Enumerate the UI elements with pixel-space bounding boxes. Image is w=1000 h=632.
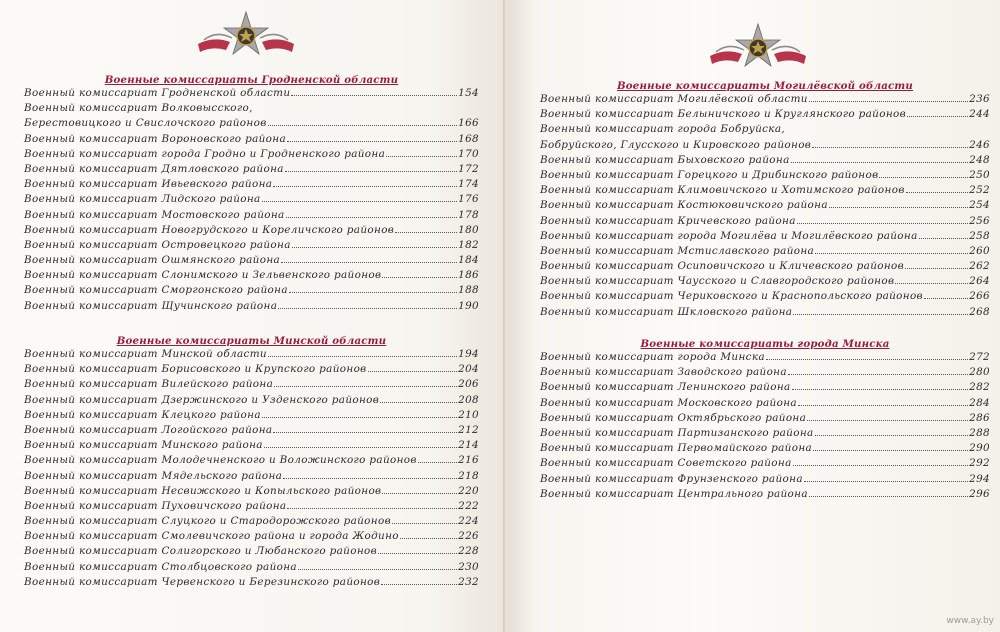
toc-entries: [24, 347, 479, 590]
toc-entries: [24, 86, 479, 314]
dot-leader: [381, 584, 457, 585]
toc-entry-title: Военный комиссариат Мстиславского района: [540, 244, 815, 257]
toc-entry: [24, 347, 479, 362]
toc-entry-page-number: 260: [969, 244, 990, 257]
section-heading: Военные комиссариаты Могилёвской области: [616, 80, 914, 92]
dot-leader: [798, 405, 968, 406]
toc-entry: [540, 198, 990, 213]
toc-entry-page-number: 154: [458, 87, 479, 99]
toc-entry-title: Военный комиссариат Шкловского района: [540, 305, 793, 318]
toc-entry-page-number: 290: [969, 442, 990, 455]
dot-leader: [791, 162, 968, 163]
dot-leader: [809, 496, 968, 497]
toc-entry-page-number: 218: [458, 469, 479, 482]
dot-leader: [418, 462, 457, 463]
toc-entry: [24, 208, 479, 223]
toc-entry-title: Военный комиссариат Пуховичского района: [24, 499, 287, 512]
dot-leader: [395, 232, 457, 233]
toc-entry-page-number: 168: [458, 132, 479, 145]
toc-entry-page-number: 280: [969, 366, 990, 379]
dot-leader: [804, 481, 968, 482]
toc-entry-title: Военный комиссариат Климовичского и Хотимского районов: [540, 184, 905, 197]
toc-entry: [540, 472, 990, 487]
toc-entry-page-number: 216: [458, 454, 479, 467]
toc-entry: [24, 408, 479, 423]
toc-entry: [540, 168, 990, 183]
toc-entry-page-number: 272: [969, 351, 990, 363]
toc-entry-page-number: 262: [969, 260, 990, 273]
toc-entry: [24, 223, 479, 238]
toc-entry-page-number: 188: [458, 284, 479, 297]
toc-entry-page-number: 174: [458, 178, 479, 191]
dot-leader: [807, 420, 968, 421]
toc-entry-page-number: 266: [969, 290, 990, 303]
toc-entry-title: Военный комиссариат Щучинского района: [24, 299, 278, 312]
toc-entry: [540, 107, 990, 122]
toc-entry-page-number: 186: [458, 269, 479, 282]
toc-entry-title: Военный комиссариат города Минска: [540, 351, 765, 363]
toc-entry: [24, 132, 479, 147]
toc-entry: [540, 138, 990, 153]
dot-leader: [815, 435, 969, 436]
toc-entry: [540, 244, 990, 259]
toc-entry-title: Военный комиссариат Несвижского и Копыльского районов: [24, 484, 382, 497]
section-heading: Военные комиссариаты Минской области: [116, 335, 387, 347]
toc-entry-title: Военный комиссариат Столбцовского района: [24, 560, 297, 573]
toc-entry-page-number: 222: [458, 499, 479, 512]
toc-entry-title: Берестовицкого и Свислочского районов: [24, 117, 267, 130]
dot-leader: [382, 277, 457, 278]
dot-leader: [788, 374, 968, 375]
toc-entry-title: Военный комиссариат Волковысского,: [24, 102, 253, 115]
toc-entry: [24, 560, 479, 575]
dot-leader: [262, 201, 458, 202]
dot-leader: [298, 569, 457, 570]
dot-leader: [268, 125, 458, 126]
toc-entry-title: Военный комиссариат Дятловского района: [24, 162, 284, 175]
toc-entry-page-number: 208: [458, 393, 479, 406]
military-star-emblem-icon: [196, 10, 296, 62]
toc-entry: [24, 101, 479, 116]
toc-entry-title: Военный комиссариат Дзержинского и Узденского районов: [24, 393, 380, 406]
dot-leader: [809, 101, 968, 102]
dot-leader: [281, 262, 457, 263]
toc-entry-title: Бобруйского, Глусского и Кировского районов: [540, 138, 812, 151]
toc-entry-title: Военный комиссариат Горецкого и Дрибинского районов: [540, 168, 879, 181]
dot-leader: [283, 478, 457, 479]
toc-entry-title: Военный комиссариат Мядельского района: [24, 469, 283, 482]
toc-entry-title: Военный комиссариат Клецкого района: [24, 408, 261, 421]
toc-entry: [540, 274, 990, 289]
dot-leader: [829, 207, 968, 208]
toc-entry-title: Военный комиссариат Слонимского и Зельвенского районов: [24, 269, 382, 282]
toc-entry: [24, 499, 479, 514]
dot-leader: [262, 417, 457, 418]
toc-entry-page-number: 254: [969, 199, 990, 212]
toc-entry-page-number: 204: [458, 363, 479, 376]
toc-entry-title: Военный комиссариат Партизанского района: [540, 426, 814, 439]
toc-entry-page-number: 224: [458, 515, 479, 528]
toc-entries: [540, 350, 990, 502]
toc-entry: [24, 469, 479, 484]
dot-leader: [793, 314, 968, 315]
dot-leader: [278, 308, 457, 309]
toc-entry-page-number: 264: [969, 275, 990, 288]
toc-entry-page-number: 230: [458, 560, 479, 573]
toc-entry-title: Военный комиссариат Островецкого района: [24, 238, 291, 251]
dot-leader: [793, 465, 968, 466]
toc-entry: [24, 299, 479, 314]
toc-entry-page-number: 194: [458, 348, 479, 360]
toc-entry-page-number: 210: [458, 408, 479, 421]
toc-entry-title: Военный комиссариат Фрунзенского района: [540, 472, 803, 485]
toc-entry: [24, 147, 479, 162]
toc-entry-page-number: 176: [458, 193, 479, 206]
toc-entry: [540, 229, 990, 244]
toc-entry-page-number: 256: [969, 214, 990, 227]
section-heading: Военные комиссариаты Гродненской области: [104, 74, 399, 86]
toc-entry-page-number: 182: [458, 238, 479, 251]
toc-entry-title: Военный комиссариат Минской области: [24, 348, 267, 360]
toc-entry-page-number: 286: [969, 411, 990, 424]
section-heading: Военные комиссариаты города Минска: [640, 338, 890, 350]
toc-entry-title: Военный комиссариат города Гродно и Гродненского района: [24, 147, 386, 160]
dot-leader: [815, 253, 968, 254]
toc-entry-title: Военный комиссариат Лидского района: [24, 193, 261, 206]
dot-leader: [813, 450, 968, 451]
dot-leader: [287, 141, 457, 142]
toc-entry: [24, 377, 479, 392]
toc-entry-title: Военный комиссариат Московского района: [540, 396, 797, 409]
dot-leader: [286, 217, 458, 218]
toc-entry: [540, 456, 990, 471]
toc-entry-title: Военный комиссариат Смолевичского района и города Жодино: [24, 530, 399, 543]
toc-entry-page-number: 206: [458, 378, 479, 391]
toc-entry-page-number: 248: [969, 153, 990, 166]
toc-section-grodno: [24, 74, 479, 314]
dot-leader: [268, 356, 457, 357]
dot-leader: [400, 538, 457, 539]
toc-entry-page-number: 250: [969, 168, 990, 181]
toc-entry-page-number: 170: [458, 147, 479, 160]
dot-leader: [285, 171, 457, 172]
toc-entry-title: Военный комиссариат Молодечненского и Воложинского районов: [24, 454, 417, 467]
dot-leader: [386, 156, 457, 157]
toc-entry: [24, 192, 479, 207]
toc-entry: [24, 116, 479, 131]
dot-leader: [906, 192, 968, 193]
toc-entry-page-number: 226: [458, 530, 479, 543]
dot-leader: [274, 386, 457, 387]
toc-entry-title: Военный комиссариат Первомайского района: [540, 442, 813, 455]
toc-entry: [24, 575, 479, 590]
dot-leader: [289, 292, 457, 293]
toc-entry-page-number: 284: [969, 396, 990, 409]
dot-leader: [392, 523, 457, 524]
toc-entry-page-number: 246: [969, 138, 990, 151]
toc-entry: [24, 438, 479, 453]
toc-entry: [24, 162, 479, 177]
toc-entry-page-number: 212: [458, 423, 479, 436]
toc-entry-title: Военный комиссариат Сморгонского района: [24, 284, 288, 297]
toc-entry-title: Военный комиссариат Борисовского и Крупского районов: [24, 363, 367, 376]
toc-entry: [24, 238, 479, 253]
toc-entry-title: Военный комиссариат Вороновского района: [24, 132, 287, 145]
toc-entry-title: Военный комиссариат Осиповичского и Кличевского районов: [540, 260, 905, 273]
toc-entry-page-number: 292: [969, 457, 990, 470]
dot-leader: [812, 147, 968, 148]
dot-leader: [879, 177, 968, 178]
toc-entry-page-number: 244: [969, 108, 990, 121]
toc-entry-title: Военный комиссариат Мостовского района: [24, 208, 285, 221]
dot-leader: [792, 389, 969, 390]
toc-entry: [540, 426, 990, 441]
toc-section-mogilev: [540, 80, 990, 320]
toc-entry-title: Военный комиссариат Кричевского района: [540, 214, 796, 227]
toc-entry-page-number: 232: [458, 575, 479, 588]
toc-entry-title: Военный комиссариат Центрального района: [540, 487, 808, 500]
toc-entry: [540, 92, 990, 107]
dot-leader: [905, 268, 968, 269]
toc-entry: [24, 283, 479, 298]
toc-entry: [540, 214, 990, 229]
dot-leader: [273, 186, 457, 187]
toc-entry-title: Военный комиссариат Логойского района: [24, 423, 273, 436]
toc-entry-title: Военный комиссариат Заводского района: [540, 366, 787, 379]
toc-entry: [540, 289, 990, 304]
toc-entry: [540, 441, 990, 456]
toc-entry-title: Военный комиссариат Гродненской области: [24, 87, 291, 99]
watermark: www.ay.by: [946, 616, 994, 626]
toc-entry-page-number: 236: [969, 93, 990, 105]
toc-entry-title: Военный комиссариат Червенского и Березинского районов: [24, 575, 381, 588]
toc-entry: [540, 259, 990, 274]
toc-entry-page-number: 214: [458, 439, 479, 452]
toc-entry: [24, 484, 479, 499]
dot-leader: [895, 283, 968, 284]
toc-entry-page-number: 294: [969, 472, 990, 485]
right-page: [508, 0, 1000, 632]
toc-entry-title: Военный комиссариат Ленинского района: [540, 381, 791, 394]
toc-entry: [540, 411, 990, 426]
dot-leader: [380, 402, 457, 403]
military-star-emblem-icon: [708, 22, 808, 74]
toc-entry-page-number: 258: [969, 229, 990, 242]
toc-entry-page-number: 172: [458, 162, 479, 175]
toc-entry-title: Военный комиссариат Минского района: [24, 439, 263, 452]
toc-entry-title: Военный комиссариат Вилейского района: [24, 378, 274, 391]
dot-leader: [382, 493, 457, 494]
toc-entry-title: Военный комиссариат Ивьевского района: [24, 178, 273, 191]
toc-entry-page-number: 178: [458, 208, 479, 221]
toc-entry-title: Военный комиссариат Чаусского и Славгородского районов: [540, 275, 895, 288]
toc-entry-title: Военный комиссариат Могилёвской области: [540, 93, 808, 105]
toc-entry-page-number: 228: [458, 545, 479, 558]
toc-entry-page-number: 180: [458, 223, 479, 236]
toc-entry: [24, 544, 479, 559]
toc-entry-title: Военный комиссариат города Бобруйска,: [540, 123, 786, 136]
toc-entry-title: Военный комиссариат Белыничского и Круглянского районов: [540, 108, 907, 121]
toc-entry: [540, 350, 990, 365]
dot-leader: [287, 508, 457, 509]
dot-leader: [924, 298, 968, 299]
toc-entry: [24, 362, 479, 377]
dot-leader: [797, 223, 968, 224]
toc-entry-page-number: 252: [969, 184, 990, 197]
toc-entry-page-number: 268: [969, 305, 990, 318]
toc-entry-title: Военный комиссариат Чериковского и Краснопольского районов: [540, 290, 923, 303]
toc-entry-page-number: 296: [969, 487, 990, 500]
toc-entry-page-number: 190: [458, 299, 479, 312]
dot-leader: [368, 371, 458, 372]
toc-entry: [24, 423, 479, 438]
toc-entry: [540, 365, 990, 380]
toc-entry-title: Военный комиссариат Быховского района: [540, 153, 790, 166]
toc-entry-page-number: 184: [458, 254, 479, 267]
toc-entry-page-number: 220: [458, 484, 479, 497]
toc-entry: [24, 529, 479, 544]
toc-entry: [540, 305, 990, 320]
dot-leader: [264, 447, 457, 448]
toc-entry: [24, 453, 479, 468]
toc-entry-page-number: 282: [969, 381, 990, 394]
toc-entry-title: Военный комиссариат Костюковичского района: [540, 199, 828, 212]
toc-entry: [24, 514, 479, 529]
toc-entry: [540, 183, 990, 198]
dot-leader: [292, 247, 457, 248]
toc-entry-page-number: 166: [458, 117, 479, 130]
dot-leader: [273, 432, 457, 433]
toc-entry-title: Военный комиссариат Ошмянского района: [24, 254, 281, 267]
toc-section-minsk-region: [24, 335, 479, 590]
toc-entry: [24, 86, 479, 101]
dot-leader: [291, 95, 457, 96]
toc-entry: [24, 253, 479, 268]
dot-leader: [378, 553, 457, 554]
toc-entry: [540, 153, 990, 168]
toc-entry: [540, 396, 990, 411]
toc-entry: [540, 487, 990, 502]
dot-leader: [766, 359, 968, 360]
toc-entry-title: Военный комиссариат Солигорского и Любанского районов: [24, 545, 378, 558]
toc-entry: [540, 380, 990, 395]
toc-entry-title: Военный комиссариат города Могилёва и Могилёвского района: [540, 229, 918, 242]
toc-entry-title: Военный комиссариат Новогрудского и Кореличского районов: [24, 223, 395, 236]
toc-section-minsk-city: [540, 338, 990, 502]
dot-leader: [907, 116, 968, 117]
dot-leader: [919, 238, 968, 239]
toc-entry-title: Военный комиссариат Советского района: [540, 457, 792, 470]
toc-entry: [540, 122, 990, 137]
toc-entry: [24, 268, 479, 283]
toc-entry-title: Военный комиссариат Слуцкого и Стародорожского районов: [24, 515, 391, 528]
toc-entry: [24, 177, 479, 192]
toc-entries: [540, 92, 990, 320]
toc-entry-page-number: 288: [969, 426, 990, 439]
toc-entry-title: Военный комиссариат Октябрьского района: [540, 411, 807, 424]
toc-entry: [24, 393, 479, 408]
